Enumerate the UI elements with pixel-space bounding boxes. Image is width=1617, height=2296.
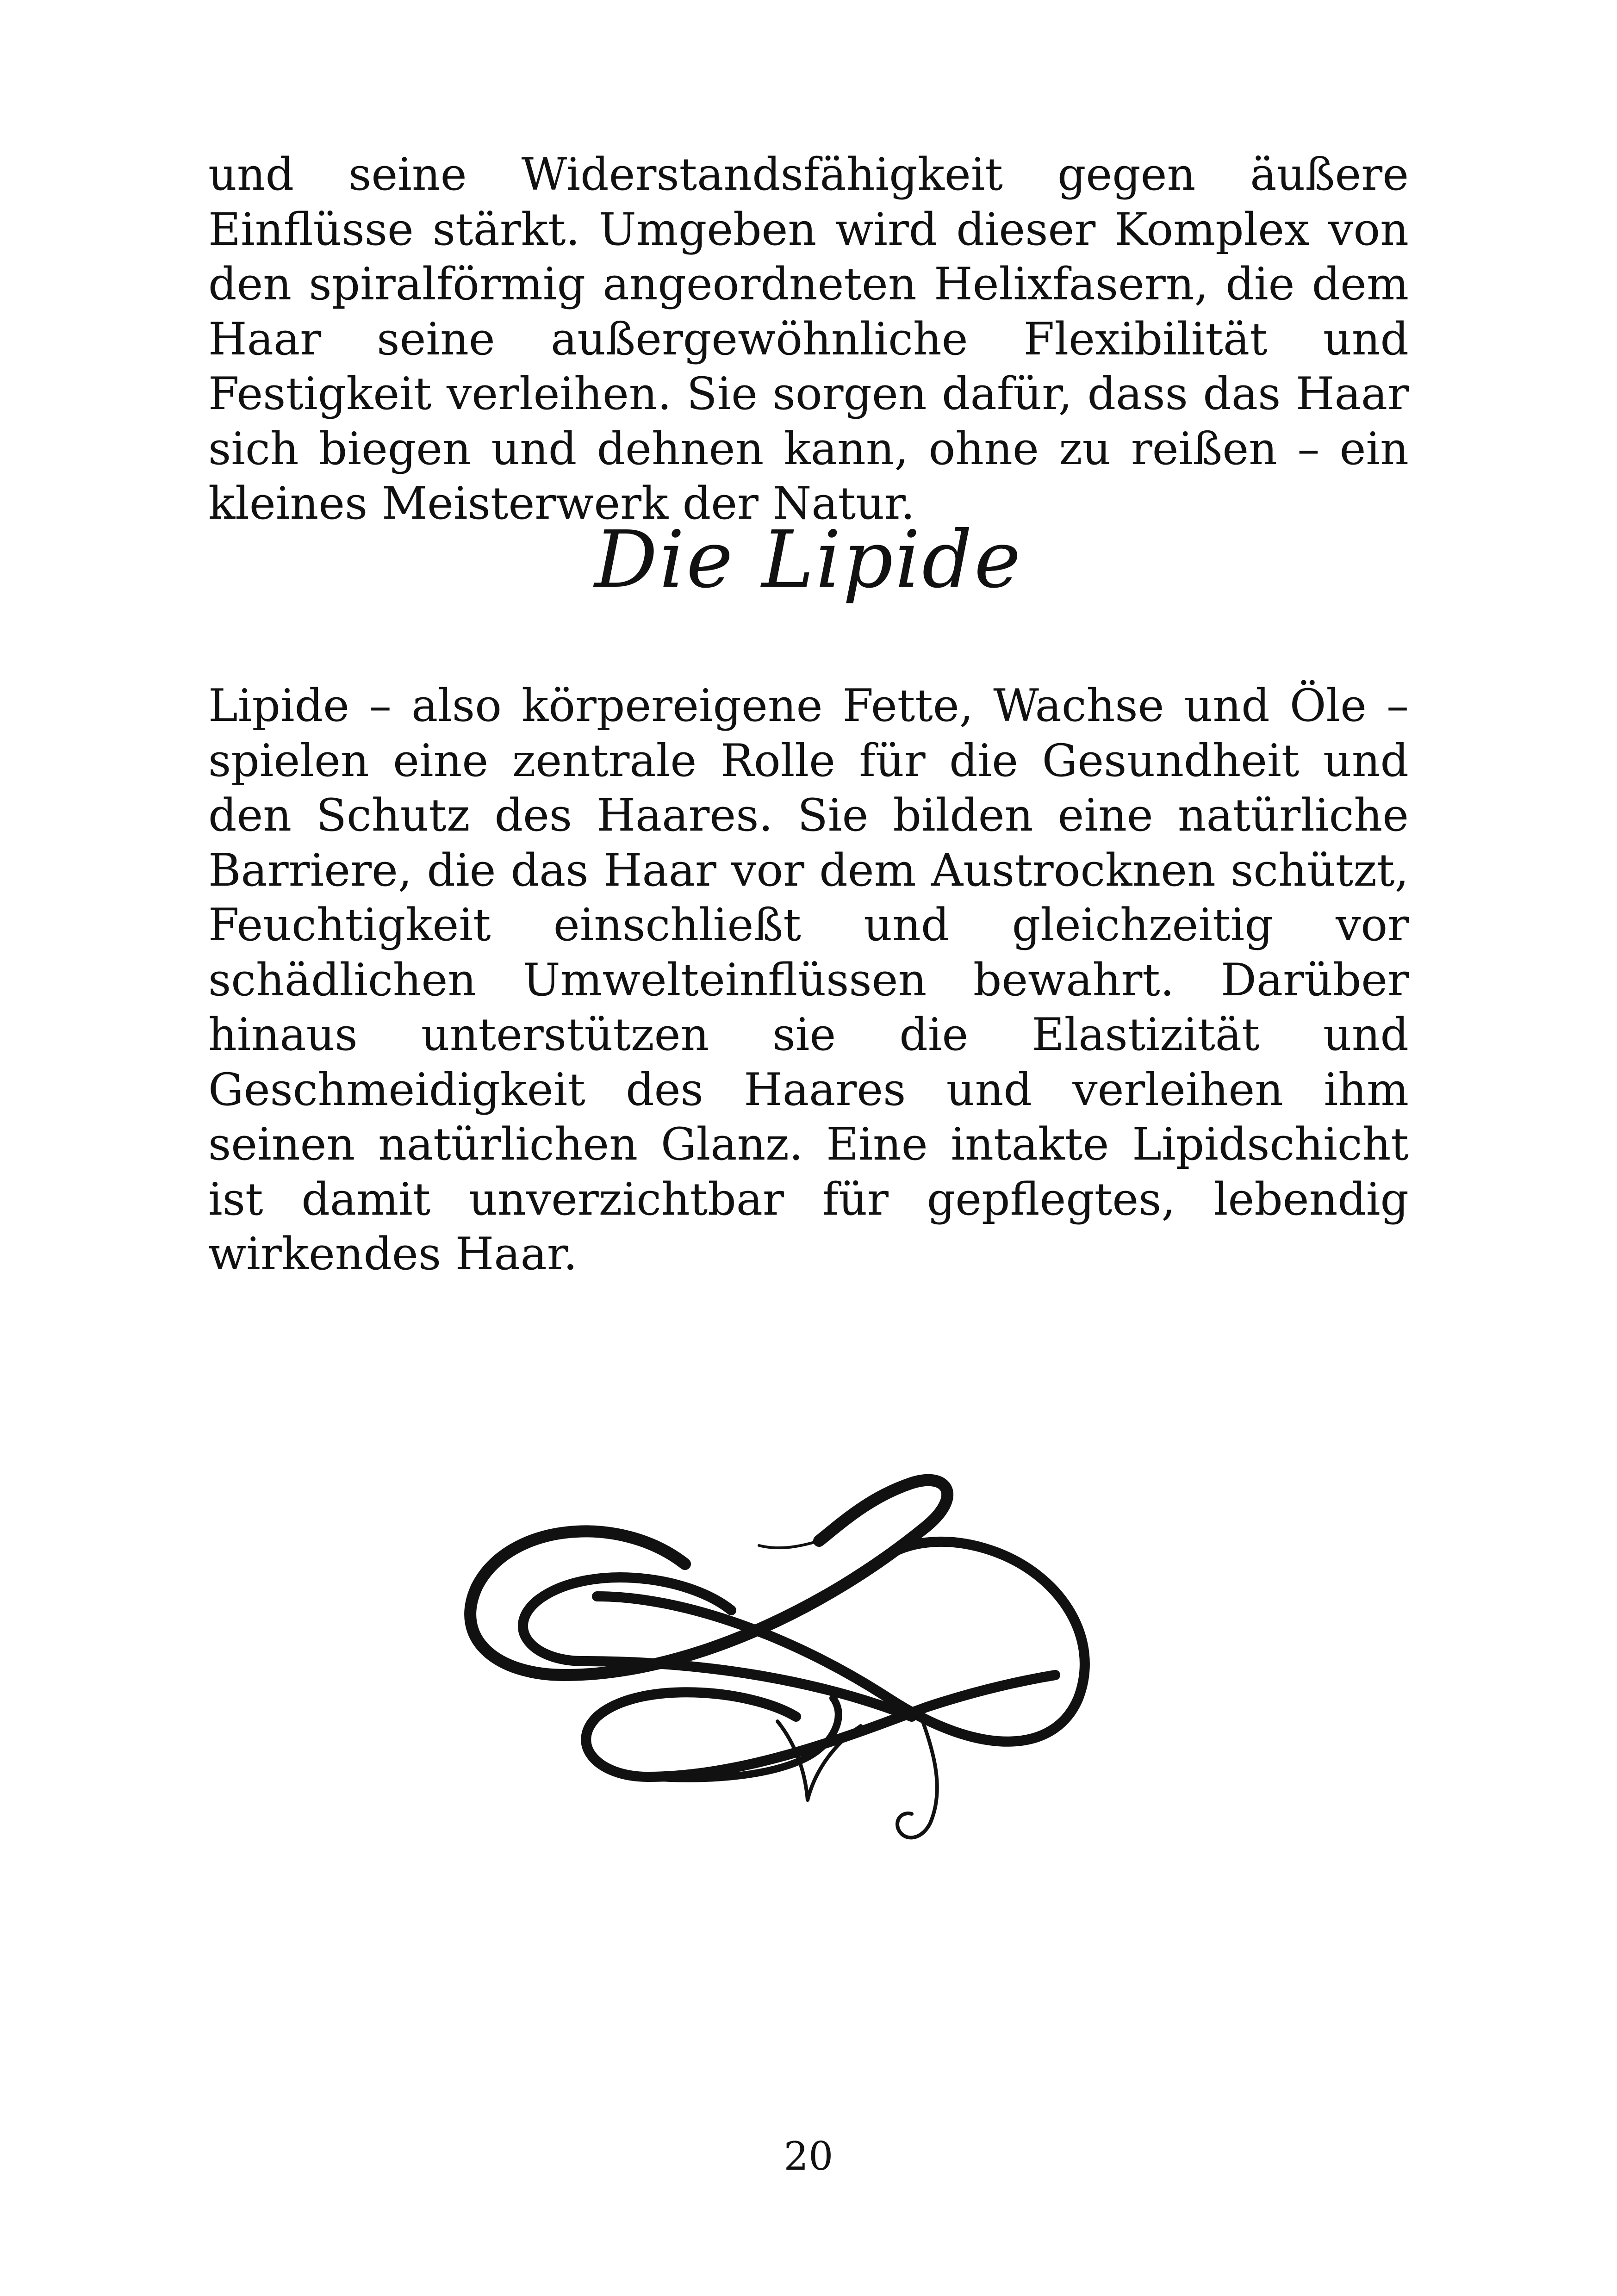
body-paragraph-lipide: Lipide – also körpereigene Fette, Wachse und Öle – spielen eine zentrale Rolle für die Gesundheit und den Schutz des Haares. Sie bilden eine natürliche Barriere, die das Haar vor dem Austrocknen schützt, Feuchtigkeit einschließt und gleichzeitig vor schädlichen Umwelteinflüssen bewahrt. Darüber hinaus unterstützen sie die Elastizität und Geschmeidigkeit des Haares und verleihen ihm seinen natürlichen Glanz. Eine intakte Lipidschicht ist damit unverzichtbar für gepflegtes, lebendig wirkendes Haar. [208, 680, 1409, 1280]
body-paragraph-continued: und seine Widerstandsfähigkeit gegen äußere Einflüsse stärkt. Umgeben wird dieser Komplex von den spiralförmig angeordneten Helixfasern, die dem Haar seine außergewöhnliche Flexibilität und Festigkeit verleihen. Sie sorgen dafür, dass das Haar sich biegen und dehnen kann, ohne zu reißen – ein kleines Meisterwerk der Natur. [208, 149, 1409, 529]
section-heading: Die Lipide [594, 514, 1023, 606]
page-number: 20 [784, 2134, 833, 2179]
calligraphic-flourish-icon [444, 1458, 1148, 1865]
